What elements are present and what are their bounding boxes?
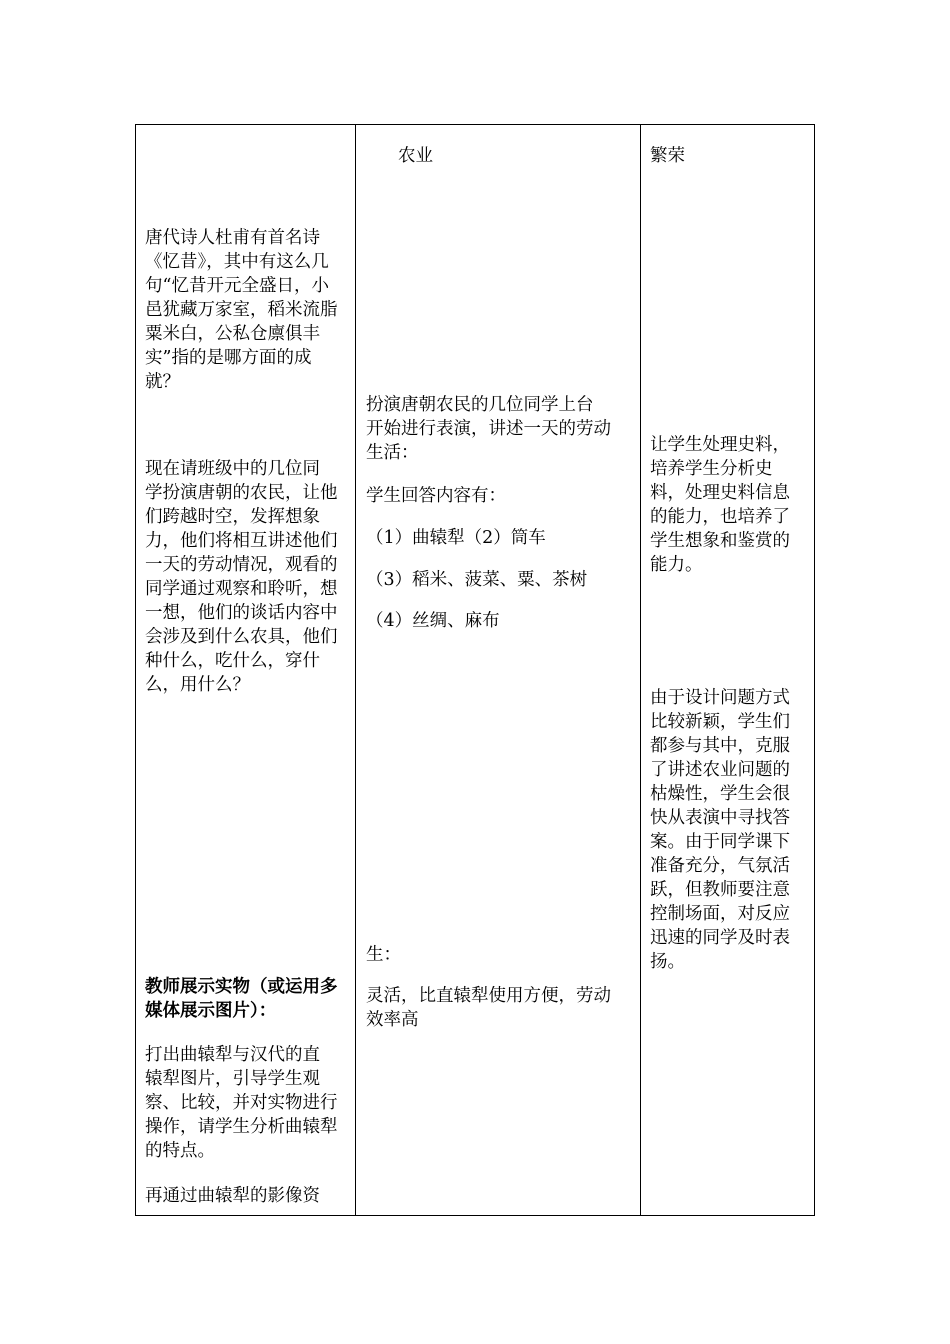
text-line: 句“忆昔开元全盛日，小 [145, 276, 329, 296]
text-line: 生活： [366, 443, 419, 463]
text-line: 一天的劳动情况，观看的 [145, 555, 338, 575]
text-line: 同学通过观察和聆听，想 [145, 579, 338, 599]
text-line: 开始进行表演，讲述一天的劳动 [366, 419, 611, 439]
answer-agriculture [398, 144, 433, 168]
text-line: 学生回答内容有： [366, 486, 506, 506]
text-line: 现在请班级中的几位同 [145, 459, 320, 479]
text-line: 《忆昔》，其中有这么几 [145, 252, 329, 272]
text-line: 了讲述农业问题的 [650, 760, 790, 780]
text-line: 扬。 [650, 952, 685, 972]
text-line: （3）稻米、菠菜、粟、茶树 [366, 570, 588, 590]
text-line: 跃，但教师要注意 [650, 880, 790, 900]
text-line: 力，他们将相互讲述他们 [145, 531, 338, 551]
text-line: 的能力，也培养了 [650, 507, 790, 527]
plough-compare [145, 1043, 338, 1163]
student-label [366, 943, 401, 967]
text-line: 生： [366, 945, 401, 965]
text-line: 么，用什么？ [145, 675, 250, 695]
text-line: （1）曲辕犁（2）筒车 [366, 528, 546, 548]
text-line: 教师展示实物（或运用多 [145, 977, 338, 997]
video-intro [145, 1184, 320, 1208]
text-line: 能力。 [650, 555, 703, 575]
text-line: 扮演唐朝农民的几位同学上台 [366, 395, 594, 415]
text-line: 料，处理史料信息 [650, 483, 790, 503]
text-line: 由于设计问题方式 [650, 688, 790, 708]
purpose-design [650, 686, 790, 974]
text-line: 种什么，吃什么，穿什 [145, 651, 320, 671]
text-line: 都参与其中，克服 [650, 736, 790, 756]
text-line: 察、比较，并对实物进行 [145, 1093, 338, 1113]
text-line: 准备充分，气氛活 [650, 856, 790, 876]
text-line: （4）丝绸、麻布 [366, 611, 500, 631]
text-line: 培养学生分析史 [650, 459, 773, 479]
column-divider-1 [355, 125, 356, 1215]
text-line: 邑犹藏万家室，稻米流脂 [145, 300, 338, 320]
question-poem [145, 226, 338, 394]
answer-item-2 [366, 568, 587, 592]
text-line: 灵活，比直辕犁使用方便，劳动 [366, 986, 611, 1006]
text-line: 案。由于同学课下 [650, 832, 790, 852]
column-divider-2 [640, 125, 641, 1215]
purpose-history [650, 433, 790, 577]
text-line: 一想，他们的谈话内容中 [145, 603, 338, 623]
student-answer [366, 984, 611, 1032]
text-line: 比较新颖，学生们 [650, 712, 790, 732]
answer-item-3 [366, 609, 500, 633]
text-line: 打出曲辕犁与汉代的直 [145, 1045, 320, 1065]
text-line: 粟米白，公私仓廪俱丰 [145, 324, 320, 344]
text-line: 学扮演唐朝的农民，让他 [145, 483, 338, 503]
text-line: 迅速的同学及时表 [650, 928, 790, 948]
roleplay-prompt [145, 457, 338, 697]
text-line: 辕犁图片，引导学生观 [145, 1069, 320, 1089]
text-line: 再通过曲辕犁的影像资 [145, 1186, 320, 1206]
text-line: 效率高 [366, 1010, 419, 1030]
text-line: 学生想象和鉴赏的 [650, 531, 790, 551]
text-line: 们跨越时空，发挥想象 [145, 507, 320, 527]
text-line: 的特点。 [145, 1141, 215, 1161]
text-line: 会涉及到什么农具，他们 [145, 627, 338, 647]
text-line: 就？ [145, 372, 180, 392]
answer-prosperity [650, 144, 685, 168]
lesson-plan-table [135, 124, 815, 1216]
text-line: 控制场面，对反应 [650, 904, 790, 924]
text-line: 枯燥性，学生会很 [650, 784, 790, 804]
text-line: 快从表演中寻找答 [650, 808, 790, 828]
roleplay-perform [366, 393, 611, 465]
text-line: 实”指的是哪方面的成 [145, 348, 312, 368]
teacher-show-heading [145, 975, 338, 1023]
text-line: 农业 [398, 146, 433, 166]
text-line: 繁荣 [650, 146, 685, 166]
answer-item-1 [366, 526, 546, 550]
answer-intro [366, 484, 506, 508]
text-line: 操作，请学生分析曲辕犁 [145, 1117, 338, 1137]
text-line: 媒体展示图片）： [145, 1001, 277, 1021]
text-line: 让学生处理史料， [650, 435, 790, 455]
text-line: 唐代诗人杜甫有首名诗 [145, 228, 320, 248]
